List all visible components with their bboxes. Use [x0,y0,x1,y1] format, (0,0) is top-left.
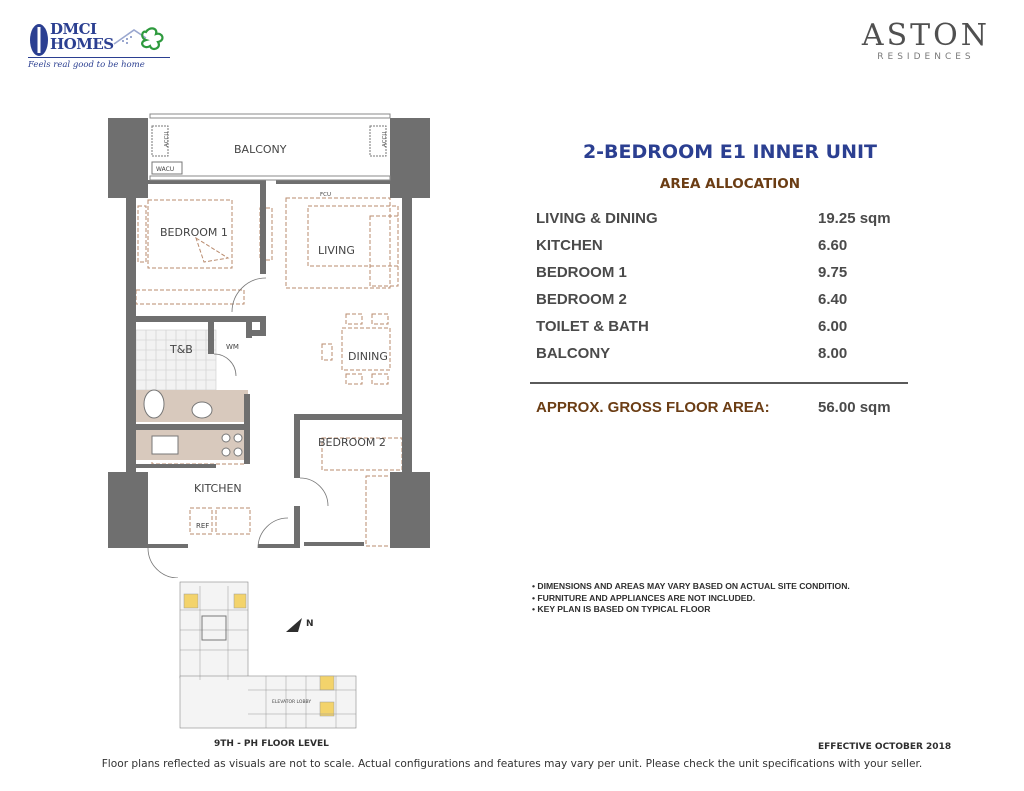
label-tb: T&B [170,343,193,356]
label-wacu: WACU [156,166,175,173]
balcony-rail [150,114,390,118]
area-value: 8.00 [818,345,848,362]
area-value: 19.25 sqm [818,210,891,227]
key-plan [176,580,360,732]
unit-title: 2-BEDROOM E1 INNER UNIT [582,141,878,163]
tb-tiles [136,330,216,390]
label-bedroom1: BEDROOM 1 [160,226,228,239]
area-row-living-dining [536,210,908,232]
brand-subtitle: RESIDENCES [877,52,975,62]
footer-disclaimer: Floor plans reflected as visuals are not to scale. Actual configurations and features may vary per unit. Please check the unit specifications with your seller. [101,758,923,770]
floor-level-label: 9TH - PH FLOOR LEVEL [214,739,329,749]
logo-line-1: DMCI [50,20,97,38]
dmci-logo [28,18,178,76]
note-item: • KEY PLAN IS BASED ON TYPICAL FLOOR [532,604,711,614]
north-arrow-icon [282,612,322,638]
area-value: 6.60 [818,237,848,254]
toilet-icon [144,390,164,418]
area-label: BALCONY [536,345,611,362]
note-item: • DIMENSIONS AND AREAS MAY VARY BASED ON ACTUAL SITE CONDITION. [532,581,850,591]
area-value: 6.40 [818,291,848,308]
label-wm: WM [226,343,239,351]
area-label: TOILET & BATH [536,318,649,335]
label-kitchen: KITCHEN [194,482,242,495]
dmci-emblem-icon [28,22,50,58]
area-label: BEDROOM 1 [536,264,627,281]
area-label: BEDROOM 2 [536,291,627,308]
area-row-kitchen [536,237,908,259]
area-label: KITCHEN [536,237,603,254]
kitchen-counter [134,430,246,460]
area-divider [530,382,908,384]
area-allocation-heading: AREA ALLOCATION [659,176,801,192]
label-fcu: FCU [320,192,332,198]
label-acu-right: ACCU [382,131,388,147]
area-label: LIVING & DINING [536,210,658,227]
area-value: 6.00 [818,318,848,335]
logo-tagline: Feels real good to be home [28,60,145,70]
area-row-toilet-bath [536,318,908,340]
label-living: LIVING [318,244,355,257]
gross-floor-area-value: 56.00 sqm [818,399,891,416]
label-balcony: BALCONY [234,143,287,156]
house-icon [112,24,170,52]
logo-rule [28,57,170,58]
north-label: N [306,619,314,629]
label-bedroom2: BEDROOM 2 [318,436,386,449]
sliding-door [150,176,390,180]
kitchen-sink-icon [152,436,178,454]
label-acu-left: ACCU [164,131,170,147]
area-row-balcony [536,345,908,367]
gross-floor-area-label: APPROX. GROSS FLOOR AREA: [536,399,770,416]
area-row-bedroom2 [536,291,908,313]
effective-date: EFFECTIVE OCTOBER 2018 [818,742,952,752]
sink-icon [192,402,212,418]
label-dining: DINING [348,350,388,363]
label-elevator-lobby: ELEVATOR LOBBY [272,700,312,705]
notes [532,581,850,616]
aston-logo [862,20,990,62]
floor-plan [108,108,440,578]
logo-text [50,22,114,52]
brand-name: ASTON [861,18,990,53]
area-row-bedroom1 [536,264,908,286]
label-ref: REF [196,522,210,530]
logo-line-2: HOMES [50,35,114,53]
note-item: • FURNITURE AND APPLIANCES ARE NOT INCLUDED. [532,592,756,603]
area-value: 9.75 [818,264,848,281]
